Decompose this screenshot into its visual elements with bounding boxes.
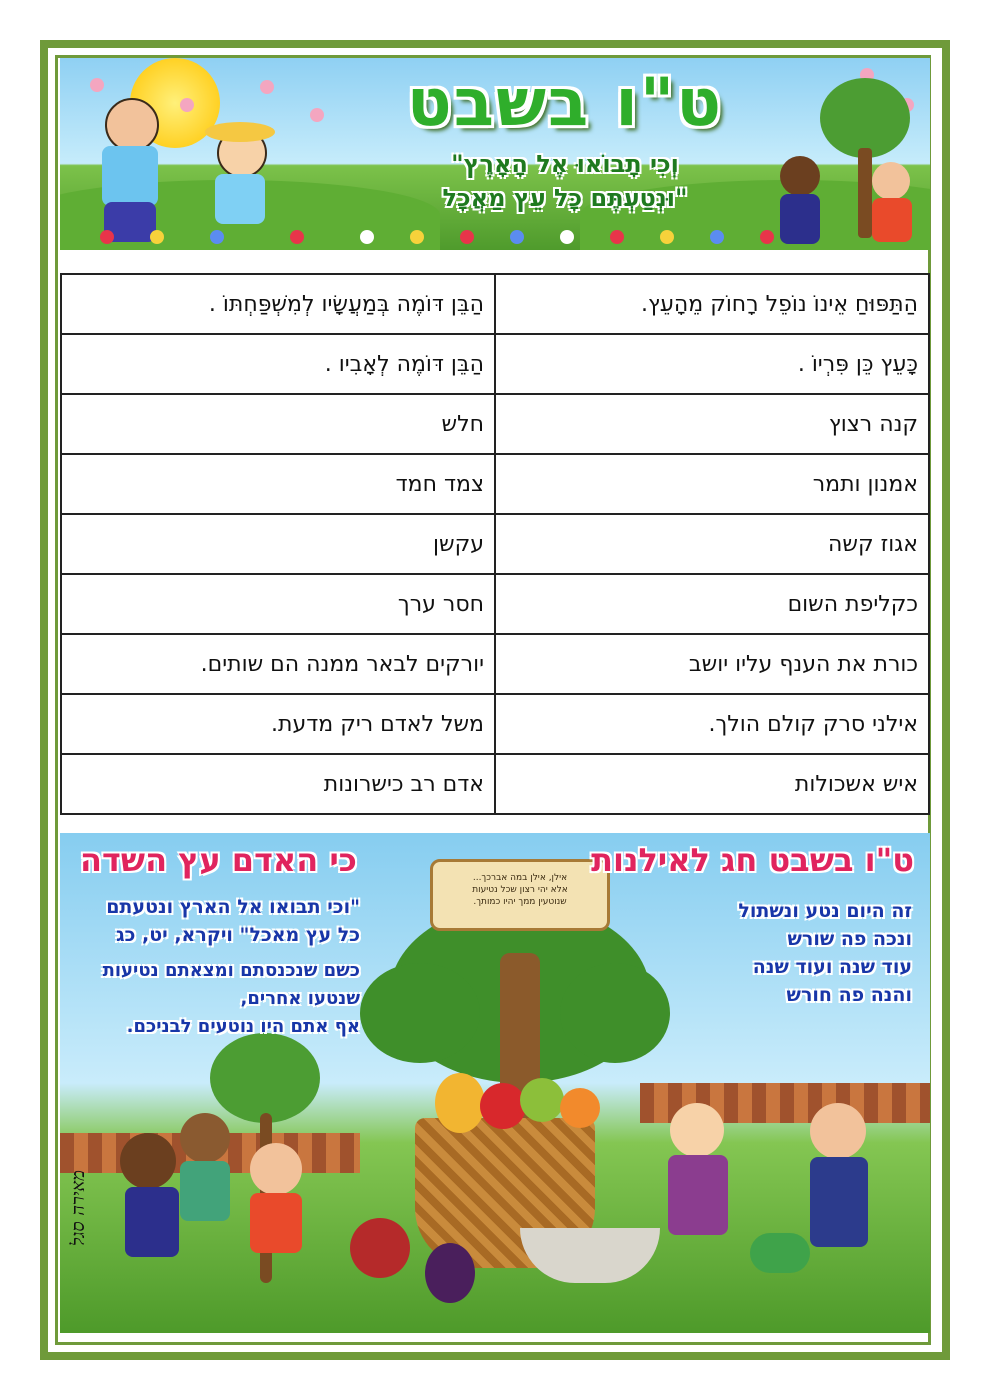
- blossom: [260, 80, 274, 94]
- text-left: [70, 957, 360, 1041]
- fruit: [480, 1083, 526, 1129]
- proverb-cell: כָּעֵץ כֵּן פִּרְיוֹ .: [495, 334, 929, 394]
- blossom: [310, 108, 324, 122]
- table-row: [61, 514, 929, 574]
- meaning-cell: עקשן: [61, 514, 495, 574]
- bottom-poster: [60, 833, 930, 1333]
- banner-title: ט"ו בשבט: [406, 64, 724, 141]
- verse-line-1: "וְכִי תָבוֹאוּ אֶל הָאָרֶץ: [451, 150, 679, 178]
- poem-line: והנה פה חורש: [786, 984, 912, 1006]
- proverbs-table: [60, 273, 930, 815]
- table-row: [61, 394, 929, 454]
- tree-canopy: [360, 963, 480, 1063]
- table-row: [61, 334, 929, 394]
- scroll-line: שנוטעין ממך יהיו כמותך.: [473, 897, 567, 907]
- blossom: [90, 78, 104, 92]
- proverb-cell: כקליפת השום: [495, 574, 929, 634]
- meaning-cell: צמד חמד: [61, 454, 495, 514]
- tree-canopy: [560, 963, 670, 1063]
- poem-line: ונכה פה שורש: [787, 928, 912, 950]
- kids-planting-tree-image: [780, 78, 930, 248]
- table-row: [61, 454, 929, 514]
- dried-fruit-bowl: [520, 1228, 660, 1283]
- meaning-cell: אדם רב כישרונות: [61, 754, 495, 814]
- poem-line: עוד שנה ועוד שנה: [752, 956, 912, 978]
- proverb-cell: קנה רצוץ: [495, 394, 929, 454]
- blessing-scroll: [430, 859, 610, 931]
- fruit: [520, 1078, 564, 1122]
- author-signature: מאירה סגל: [68, 1170, 89, 1246]
- fruit: [560, 1088, 600, 1128]
- pomegranate: [350, 1218, 410, 1278]
- proverb-cell: כורת את הענף עליו יושב: [495, 634, 929, 694]
- meaning-cell: הַבֵּן דּוֹמֶה בְּמַעֲשָׂיו לְמִשְׁפַּחְתּוֹ .: [61, 274, 495, 334]
- meaning-cell: הַבֵּן דּוֹמֶה לְאָבִיו .: [61, 334, 495, 394]
- verse-line-2: וּנְטַעְתֶּם כָּל עֵץ מַאֲכָל": [442, 184, 688, 212]
- scroll-line: אלא יהי רצון שכל נטיעות: [472, 885, 568, 895]
- proverb-cell: אגוז קשה: [495, 514, 929, 574]
- table-row: [61, 754, 929, 814]
- proverb-cell: אילני סרק קולם הולך.: [495, 694, 929, 754]
- meaning-cell: חסר ערך: [61, 574, 495, 634]
- proverb-cell: אמנון ותמר: [495, 454, 929, 514]
- table-row: [61, 634, 929, 694]
- poster-title-right: ט"ו בשבט חג לאילנות: [591, 841, 914, 879]
- table-row: [61, 574, 929, 634]
- text-line: כשם שנכנסתם ומצאתם נטיעות: [102, 960, 360, 981]
- text-line: אף אתם היו נוטעים לבניכם.: [126, 1016, 360, 1037]
- top-banner: [60, 58, 930, 250]
- meaning-cell: יורקים לבאר ממנה הם שותים.: [61, 634, 495, 694]
- table-row: [61, 694, 929, 754]
- fruit: [435, 1073, 485, 1133]
- flower-row: [60, 226, 930, 244]
- proverb-cell: הַתַּפּוּחַ אֵינוֹ נוֹפֵל רָחוֹק מֵהָעֵץ.: [495, 274, 929, 334]
- scroll-line: אילן, אילן במה אברכך...: [472, 873, 568, 883]
- kids-planting-image: [660, 1103, 900, 1323]
- grapes: [425, 1243, 475, 1303]
- blossom: [180, 98, 194, 112]
- poem-line: זה היום נטע ונשתול: [738, 900, 912, 922]
- verse-line: כל עץ מאכל" ויקרא, יט, כג: [116, 924, 360, 946]
- verse-line: "וכי תבואו אל הארץ ונטעתם: [106, 896, 360, 918]
- verse-left: [70, 893, 360, 949]
- kids-with-tree-image: [120, 1113, 320, 1323]
- table-row: [61, 274, 929, 334]
- proverb-cell: איש אשכולות: [495, 754, 929, 814]
- meaning-cell: משל לאדם ריק מדעת.: [61, 694, 495, 754]
- poem-right: [672, 897, 912, 1009]
- text-line: שנטעו אחרים,: [240, 988, 360, 1009]
- poster-title-left: כי האדם עץ השדה: [80, 841, 357, 879]
- meaning-cell: חלש: [61, 394, 495, 454]
